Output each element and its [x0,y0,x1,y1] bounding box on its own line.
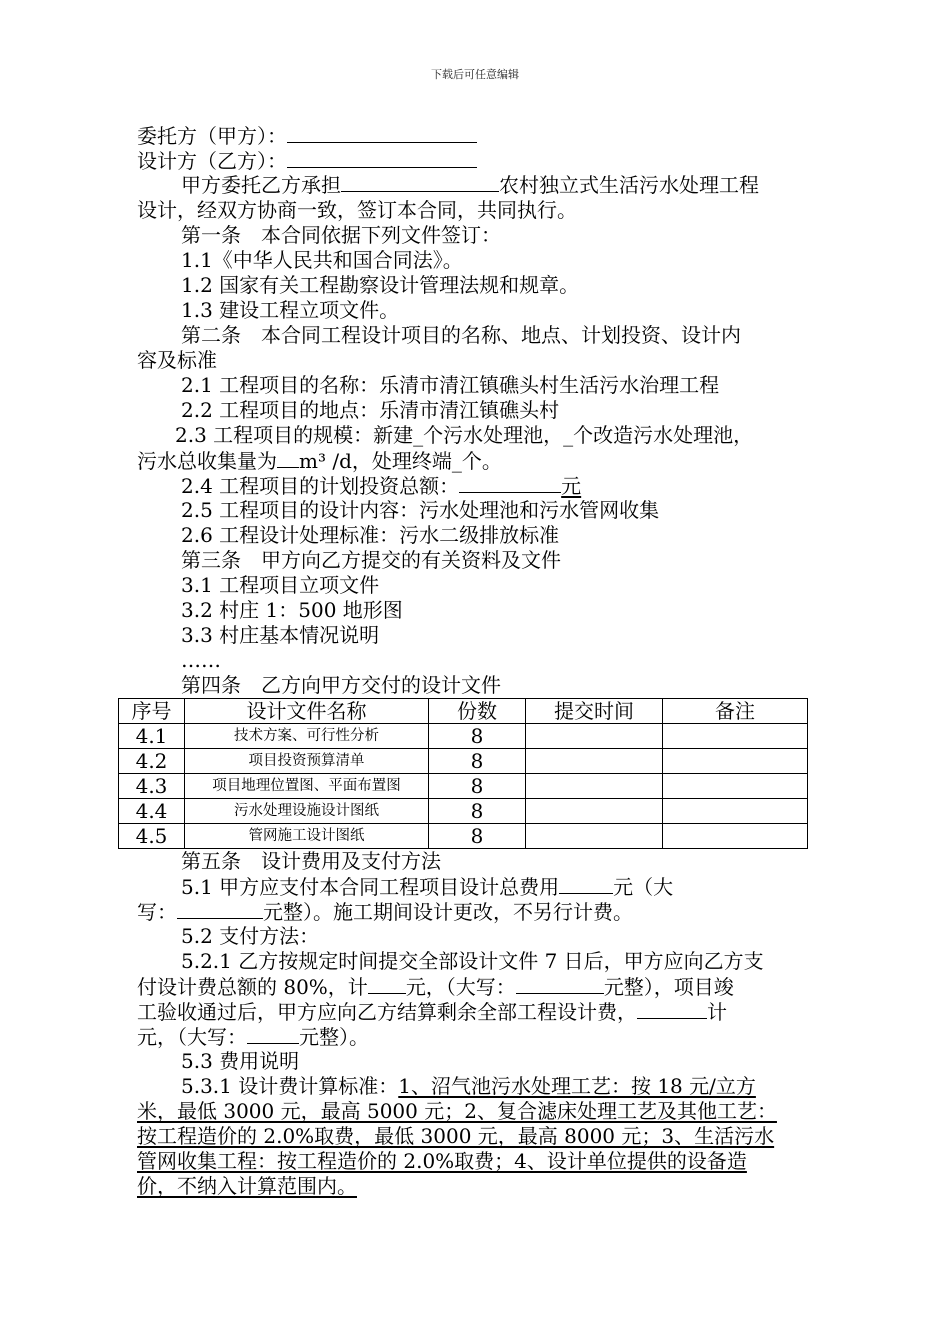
article-2-title: 第二条 本合同工程设计项目的名称、地点、计划投资、设计内 [181,323,741,347]
volume-blank [277,448,299,468]
text: 工验收通过后，甲方应向乙方结算剩余全部工程设计费， [137,1000,637,1024]
text: 元整）。施工期间设计更改，不另行计费。 [263,900,633,924]
first-payment-words-blank [516,974,604,994]
header-cell: 份数 [429,699,526,724]
item-2-3: 2.3 工程项目的规模：新建_个污水处理池，_个改造污水处理池， [175,423,754,447]
project-blank [341,173,499,192]
text: 5.1 甲方应支付本合同工程项目设计总费用 [181,875,560,899]
table-cell [526,774,663,799]
text: 付设计费总额的 80%，计 [137,975,368,999]
text: 2.4 工程项目的计划投资总额： [181,474,460,498]
table-cell: 技术方案、可行性分析 [185,724,429,749]
table-cell: 4.3 [119,774,185,799]
text: 元，（大写： [405,975,516,999]
designer-blank [287,148,477,168]
text: 元整），项目竣 [603,975,734,999]
table-row [119,749,808,774]
intro-text-a: 甲方委托乙方承担 [181,173,341,197]
item-3-2: 3.2 村庄 1：500 地形图 [181,598,403,622]
table-row [119,824,808,849]
table-row [119,724,808,749]
item-2-5: 2.5 工程项目的设计内容：污水处理池和污水管网收集 [181,498,660,522]
text: 元，（大写： [137,1025,247,1049]
table-cell [526,824,663,849]
table-cell: 4.1 [119,724,185,749]
item-5-3-1 [137,1074,817,1099]
table-cell: 管网施工设计图纸 [185,824,429,849]
client-line [137,123,817,148]
article-5-title: 第五条 设计费用及支付方法 [181,849,441,873]
contract-body [131,123,817,1199]
table-row [119,774,808,799]
table-cell: 4.2 [119,749,185,774]
item-5-1 [137,874,817,899]
text: 污水总收集量为 [137,449,277,473]
item-5-2-1-cont [137,974,817,999]
item-2-6: 2.6 工程设计处理标准：污水二级排放标准 [181,523,560,547]
header-cell: 提交时间 [526,699,663,724]
table-cell [663,799,808,824]
text: 元（大 [613,875,674,899]
item-5-3-1-cont-4: 价，不纳入计算范围内。 [137,1174,357,1198]
item-2-2: 2.2 工程项目的地点：乐清市清江镇礁头村 [181,398,560,422]
table-cell: 4.5 [119,824,185,849]
item-5-2: 5.2 支付方法： [181,924,320,948]
article-1-title: 第一条 本合同依据下列文件签订： [181,223,501,247]
text: 元 [561,474,582,498]
text: 元整）。 [299,1025,369,1049]
investment-blank [459,473,561,493]
client-label: 委托方（甲方）： [137,124,287,148]
item-3-1: 3.1 工程项目立项文件 [181,573,380,597]
table-cell: 项目地理位置图、平面布置图 [185,774,429,799]
final-payment-blank [637,999,707,1019]
table-cell [663,774,808,799]
table-cell: 8 [429,799,526,824]
item-5-3-1-cont: 米，最低 3000 元，最高 5000 元；2、复合滤床处理工艺及其他工艺： [137,1099,777,1123]
page-header: 下载后可任意编辑 [431,68,519,81]
designer-line [137,148,817,173]
item-3-3: 3.3 村庄基本情况说明 [181,623,380,647]
table-cell [663,824,808,849]
table-cell: 8 [429,749,526,774]
intro-line [137,173,817,198]
table-cell [526,749,663,774]
table-cell: 4.4 [119,799,185,824]
item-5-3-1-cont-2: 按工程造价的 2.0%取费，最低 3000 元，最高 8000 元；3、生活污水 [137,1124,775,1148]
item-2-1: 2.1 工程项目的名称：乐清市清江镇礁头村生活污水治理工程 [181,373,720,397]
header-cell: 序号 [119,699,185,724]
table-cell [526,724,663,749]
fee-words-blank [177,899,263,919]
text: 1、沼气池污水处理工艺：按 18 元/立方 [398,1074,756,1098]
item-5-1-cont [137,899,817,924]
item-2-3-cont [137,448,817,473]
designer-label: 设计方（乙方）： [137,149,287,173]
item-5-2-1-cont-2 [137,999,817,1024]
table-cell: 8 [429,724,526,749]
text: 计 [707,1000,727,1024]
table-cell [663,724,808,749]
item-5-2-1: 5.2.1 乙方按规定时间提交全部设计文件 7 日后，甲方应向乙方支 [181,949,764,973]
article-3-title: 第三条 甲方向乙方提交的有关资料及文件 [181,548,561,572]
table-row [119,799,808,824]
text: m³ /d，处理终端_个。 [299,449,502,473]
table-cell: 8 [429,774,526,799]
item-1-3: 1.3 建设工程立项文件。 [181,298,400,322]
table-header-row [119,699,808,724]
text: 5.3.1 设计费计算标准： [181,1074,399,1098]
table-cell [526,799,663,824]
article-4-title: 第四条 乙方向甲方交付的设计文件 [181,673,501,697]
intro-text-b: 农村独立式生活污水处理工程 [499,173,759,197]
intro-line-2: 设计，经双方协商一致，签订本合同，共同执行。 [137,198,577,222]
item-1-2: 1.2 国家有关工程勘察设计管理法规和规章。 [181,273,580,297]
header-cell: 设计文件名称 [185,699,429,724]
text: 写： [137,900,177,924]
table-cell [663,749,808,774]
deliverables-table [118,698,808,849]
item-1-1: 1.1《中华人民共和国合同法》。 [181,248,463,272]
item-5-3-1-cont-3: 管网收集工程：按工程造价的 2.0%取费；4、设计单位提供的设备造 [137,1149,747,1173]
final-payment-words-blank [247,1024,299,1044]
item-3-ellipsis: …… [181,648,221,672]
article-2-title-cont: 容及标准 [137,348,217,372]
first-payment-blank [368,974,406,994]
client-blank [287,123,477,143]
table-cell: 污水处理设施设计图纸 [185,799,429,824]
table-cell: 8 [429,824,526,849]
fee-blank [559,874,613,894]
header-cell: 备注 [663,699,808,724]
item-5-3: 5.3 费用说明 [181,1049,300,1073]
table-cell: 项目投资预算清单 [185,749,429,774]
item-2-4 [137,473,817,498]
item-5-2-1-cont-3 [137,1024,817,1049]
